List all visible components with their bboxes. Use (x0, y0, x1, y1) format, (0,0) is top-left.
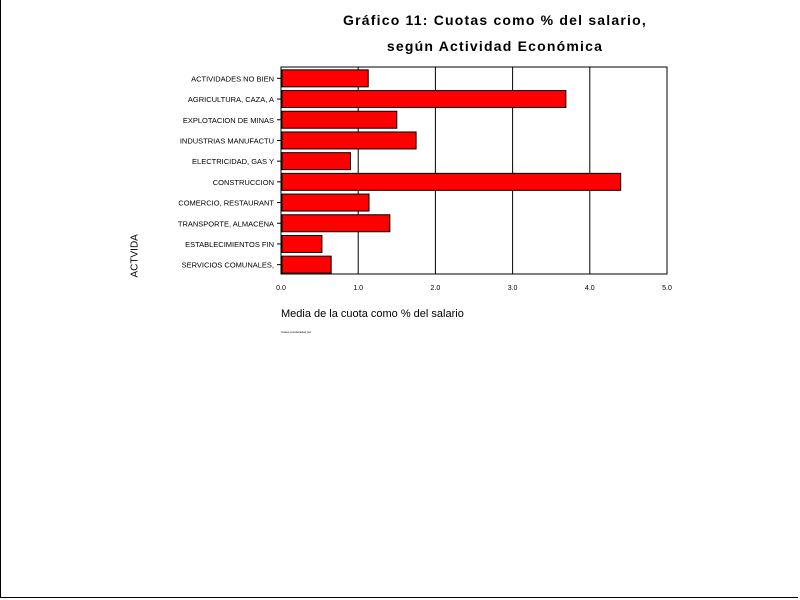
category-label: COMERCIO, RESTAURANT (178, 198, 274, 208)
chart-title: Gráfico 11: Cuotas como % del salario, (343, 12, 647, 28)
bar (282, 256, 331, 273)
x-tick-labels (276, 285, 672, 292)
y-axis-label: ACTVIDA (129, 234, 141, 278)
bar (282, 235, 322, 252)
bar (282, 153, 350, 170)
x-tick-label: 3.0 (507, 285, 518, 292)
category-label: INDUSTRIAS MANUFACTU (179, 136, 274, 146)
category-label: ACTIVIDADES NO BIEN (191, 74, 274, 84)
footnote: Casos ponderados por (281, 330, 312, 334)
category-label: EXPLOTACION DE MINAS (182, 115, 274, 125)
category-label: TRANSPORTE, ALMACENA (177, 219, 274, 229)
x-axis-label: Media de la cuota como % del salario (281, 308, 464, 320)
category-label: SERVICIOS COMUNALES, (181, 260, 274, 270)
bar (282, 173, 621, 190)
category-label: ELECTRICIDAD, GAS Y (192, 157, 274, 167)
category-label: AGRICULTURA, CAZA, A (187, 95, 274, 105)
bar (282, 111, 397, 128)
category-label: CONSTRUCCION (212, 177, 274, 187)
bar (282, 91, 566, 108)
category-label: ESTABLECIMIENTOS FIN (185, 239, 274, 249)
bar (282, 215, 390, 232)
x-tick-label: 4.0 (584, 285, 595, 292)
x-tick-label: 2.0 (430, 285, 441, 292)
chart-subtitle: según Actividad Económica (386, 38, 604, 54)
x-tick-label: 0.0 (276, 285, 286, 292)
x-tick-label: 1.0 (353, 285, 364, 292)
bar (282, 132, 416, 149)
x-tick-label: 5.0 (662, 285, 672, 292)
category-labels (178, 74, 281, 269)
bar (282, 70, 368, 87)
bar (282, 194, 369, 211)
bar-layer (282, 70, 621, 273)
